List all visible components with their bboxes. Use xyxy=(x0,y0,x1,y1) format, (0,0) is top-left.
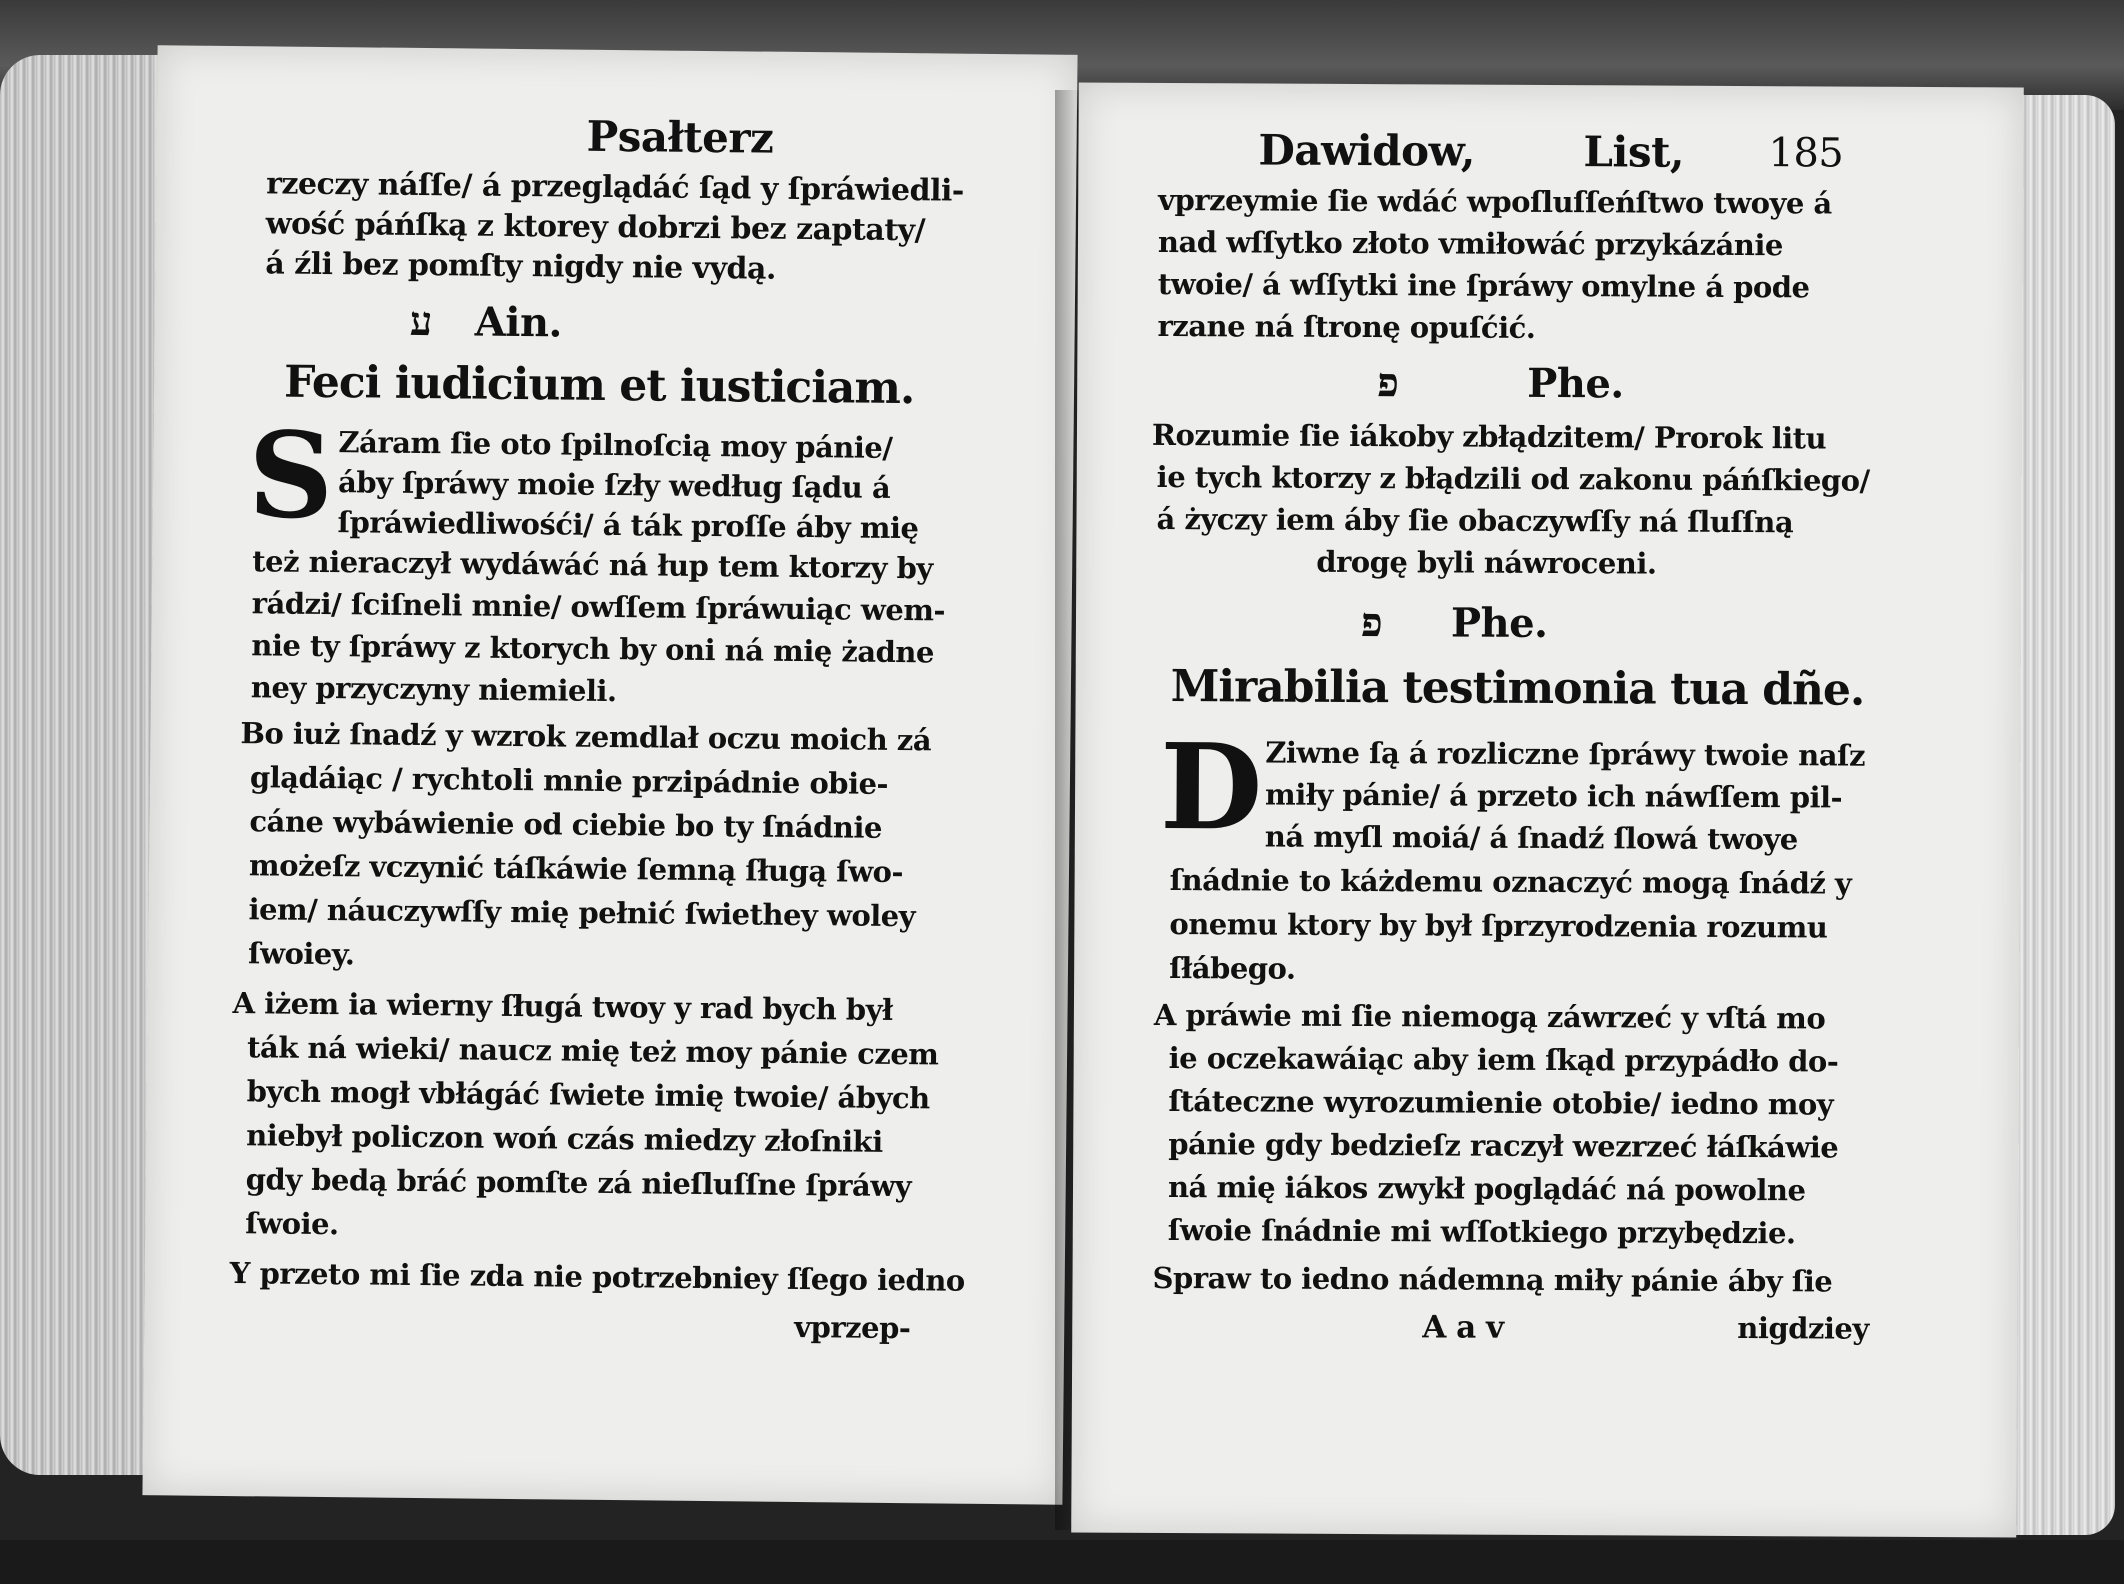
right-page xyxy=(1071,83,2024,1538)
text-line: ie oczekawáiąc aby iem ſkąd przypádło do- xyxy=(1168,1041,1839,1079)
text-line: ney przyczyny niemieli. xyxy=(250,670,617,709)
section-heading-letter: פ xyxy=(1360,599,1383,647)
text-line: rzeczy náſſe/ á przeglądáć ſąd y ſpráwiedli- xyxy=(265,166,965,209)
text-line: ie tych ktorzy z błądzili od zakonu páńſkiego/ xyxy=(1156,459,1870,498)
text-line: ſwoie ſnádnie mi wſſotkiego przybędzie. xyxy=(1167,1213,1796,1251)
text-line: ſwoiey. xyxy=(247,936,355,972)
text-line: pánie gdy bedzieſz raczył wezrzeć łáſkáwie xyxy=(1168,1127,1839,1165)
text-line: drogę byli náwroceni. xyxy=(1316,544,1657,581)
section-heading: Phe. xyxy=(1450,599,1548,647)
text-line: ſwoie. xyxy=(245,1206,339,1242)
text-line: Rozumie ſie iákoby zbłądzitem/ Prorok litu xyxy=(1151,417,1827,456)
text-line: nad wſſytko złoto vmiłowáć przykázánie xyxy=(1157,224,1783,263)
text-line: ſtáteczne wyrozumienie otobie/ iedno moy xyxy=(1168,1084,1834,1122)
text-line: ták ná wieki/ naucz mię też moy pánie czem xyxy=(246,1030,939,1072)
text-line: áby ſpráwy moie ſzły według ſądu á xyxy=(337,465,891,505)
text-line: á źli bez pomſty nigdy nie vydą. xyxy=(265,246,777,287)
catchword: vprzep- xyxy=(794,1309,911,1346)
running-head: Dawidow, xyxy=(1258,125,1476,176)
drop-cap: S xyxy=(247,405,335,546)
running-head-leaf: List, xyxy=(1583,127,1685,177)
text-line: ſpráwiedliwośći/ á ták proſſe áby mię xyxy=(337,505,919,546)
text-line: Bo iuż ſnadź y wzrok zemdlał oczu moich zá xyxy=(240,716,932,758)
page-number: 185 xyxy=(1768,130,1844,177)
text-line: cáne wybáwienie od ciebie bo ty ſnádnie xyxy=(249,804,883,845)
text-line: vprzeymie ſie wdáć wpoſluſſeńſtwo twoye á xyxy=(1158,182,1832,221)
text-line: rádzi/ ſciſneli mnie/ owſſem ſpráwuiąc wem- xyxy=(251,586,946,628)
text-line: miły pánie/ á przeto ich náwſſem pil- xyxy=(1264,777,1843,815)
text-line: niebył policzon woń czás miedzy złoſniki xyxy=(246,1118,883,1159)
text-line: ná mię iákos zwykł poglądáć ná powolne xyxy=(1167,1170,1806,1208)
text-line: Záram ſie oto ſpilnoſcią moy pánie/ xyxy=(338,425,893,465)
book-edge-right xyxy=(2010,95,2115,1535)
text-line: Spraw to iedno nádemną miły pánie áby ſie xyxy=(1152,1260,1833,1299)
section-heading: Phe. xyxy=(1527,359,1624,408)
text-line: A iżem ia wierny ſługá twoy y rad bych był xyxy=(232,986,893,1027)
text-line: twoie/ á wſſytki ine ſpráwy omylne á pode xyxy=(1157,266,1810,305)
text-line: ſnádnie to káżdemu oznaczyć mogą ſnádź y xyxy=(1169,863,1852,901)
text-line: onemu ktory by był ſprzyrodzenia rozumu xyxy=(1169,907,1828,945)
text-line: gdy bedą bráć pomſte zá nieſluſſne ſpráwy xyxy=(245,1162,912,1204)
section-heading-letter: ע xyxy=(409,297,433,346)
text-line: bych mogł vbłágáć ſwiete imię twoie/ ábych xyxy=(246,1074,930,1116)
text-line: możeſz vczynić táſkáwie ſemną ſługą ſwo- xyxy=(248,848,904,890)
drop-cap: D xyxy=(1159,716,1263,857)
text-line: nie ty ſpráwy z ktorych by oni ná mię żadne xyxy=(251,628,935,670)
signature-mark: A a v xyxy=(1422,1309,1504,1346)
catchword: nigdziey xyxy=(1737,1311,1869,1346)
text-line: rzane ná ſtronę opuſćić. xyxy=(1157,308,1536,345)
text-line: wość páńſką z ktorey dobrzi bez zaptaty/ xyxy=(265,206,926,249)
left-page xyxy=(142,45,1077,1505)
section-heading: Ain. xyxy=(474,298,563,347)
text-line: Ziwne ſą á rozliczne ſpráwy twoie naſz xyxy=(1265,735,1866,773)
section-heading-letter: פ xyxy=(1377,359,1399,407)
text-line: ná myſl moiá/ á ſnadź ſlowá twoye xyxy=(1264,819,1798,857)
text-line: á życzy iem áby ſie obaczywſſy ná ſluſſną xyxy=(1156,501,1794,540)
text-line: iem/ náuczywſſy mię pełnić ſwiethey woley xyxy=(248,892,916,934)
text-line: też nieraczył wydáwáć ná łup tem ktorzy by xyxy=(252,544,933,586)
text-line: ſłábego. xyxy=(1169,951,1296,986)
text-line: glądáiąc / rychtoli mnie przipádnie obie- xyxy=(249,760,889,801)
text-line: Y przeto mi ſie zda nie potrzebniey ſſego iedno xyxy=(229,1256,965,1298)
background-bottom xyxy=(0,1540,2124,1584)
latin-incipit: Mirabilia testimonia tua dñe. xyxy=(1170,661,1865,716)
latin-incipit: Feci iudicium et iusticiam. xyxy=(283,356,915,415)
running-head: Psałterz xyxy=(586,111,774,163)
text-line: A práwie mi ſie niemogą záwrzeć y vſtá mo xyxy=(1153,997,1826,1036)
